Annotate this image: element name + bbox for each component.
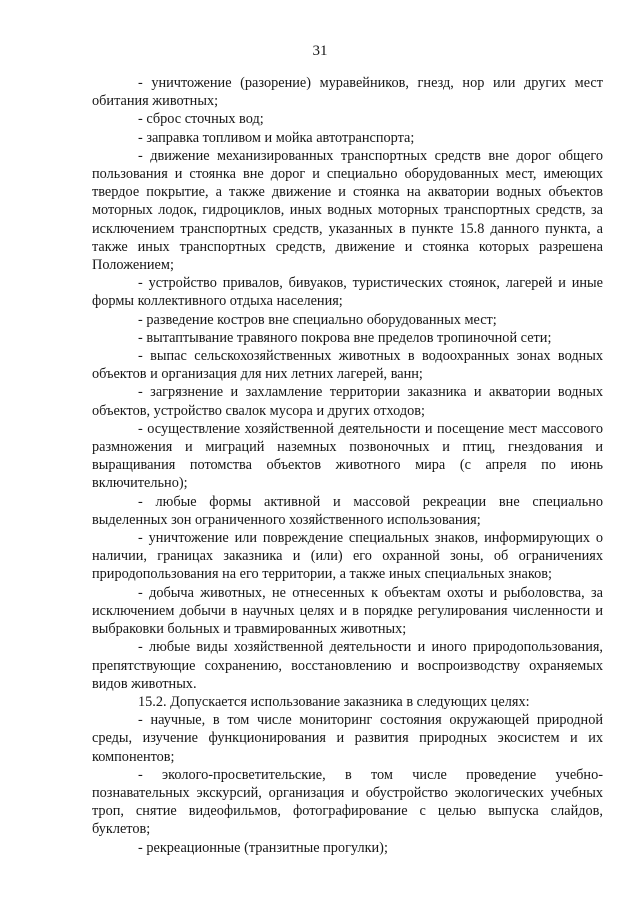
document-body [92,74,603,857]
paragraph-pollution: - загрязнение и захламление территории заказника и акватории водных объектов, устройство свалок мусора и других отходов; [92,384,603,419]
paragraph-other-activities: - любые виды хозяйственной деятельности и иного природопользования, препятствующие сохранению, восстановлению и воспроизводству охраняемых видов животных. [92,639,603,692]
paragraph-camping: - устройство привалов, бивуаков, туристических стоянок, лагерей и иные формы коллективного отдыха населения; [92,275,603,310]
page-number: 31 [312,43,328,59]
paragraph-refueling-washing: - заправка топливом и мойка автотранспорта; [138,129,415,146]
paragraph-grazing: - выпас сельскохозяйственных животных в водоохранных зонах водных объектов и организация для них летних лагерей, ванн; [92,348,603,383]
paragraph-recreational-use: - рекреационные (транзитные прогулки); [138,839,388,856]
paragraph-sewage-discharge: - сброс сточных вод; [138,111,264,128]
paragraph-animal-harvest: - добыча животных, не отнесенных к объектам охоты и рыболовства, за исключением добычи в научных целях и в порядке регулирования численности и выбраковки больных и травмированных животных; [92,584,603,638]
paragraph-recreation-forms: - любые формы активной и массовой рекреации вне специально выделенных зон ограниченного хозяйственного использования; [92,493,603,528]
paragraph-destruction-of-habitats: - уничтожение (разорение) муравейников, гнезд, нор или других мест обитания животных; [92,75,603,110]
paragraph-trampling: - вытаптывание травяного покрова вне пределов тропиночной сети; [138,329,552,346]
paragraph-section-15-2: 15.2. Допускается использование заказника в следующих целях: [138,693,530,710]
paragraph-special-signs: - уничтожение или повреждение специальных знаков, информирующих о наличии, границах заказника и (или) его охранной зоны, об ограничениях природопользования на его территории, а также иных специальных знаков; [92,530,603,583]
paragraph-campfires: - разведение костров вне специально оборудованных мест; [138,311,497,328]
paragraph-vehicle-movement: - движение механизированных транспортных средств вне дорог общего пользования и стоянка вне дорог и специально оборудованных мест, имеющих твердое покрытие, а также движение и стоянка на акватории водных объектов моторных лодок, гидроциклов, иных водных моторных транспортных средств, за исключением транспортных средств, указанных в пункте 15.8 данного пункта, а также иных транспортных средств, движение и стоянка которых разрешена Положением; [92,147,603,274]
paragraph-educational-use: - эколого-просветительские, в том числе проведение учебно-познавательных экскурсий, организация и обустройство экологических учебных троп, снятие видеофильмов, фотографирование с целью выпуска слайдов, буклетов; [92,766,603,838]
paragraph-breeding-areas: - осуществление хозяйственной деятельности и посещение мест массового размножения и миграций наземных позвоночных и птиц, гнездования и выращивания потомства объектов животного мира (с апреля по июнь включительно); [92,420,603,492]
paragraph-scientific-use: - научные, в том числе мониторинг состояния окружающей природной среды, изучение функционирования и развития природных экосистем и их компонентов; [92,712,603,765]
